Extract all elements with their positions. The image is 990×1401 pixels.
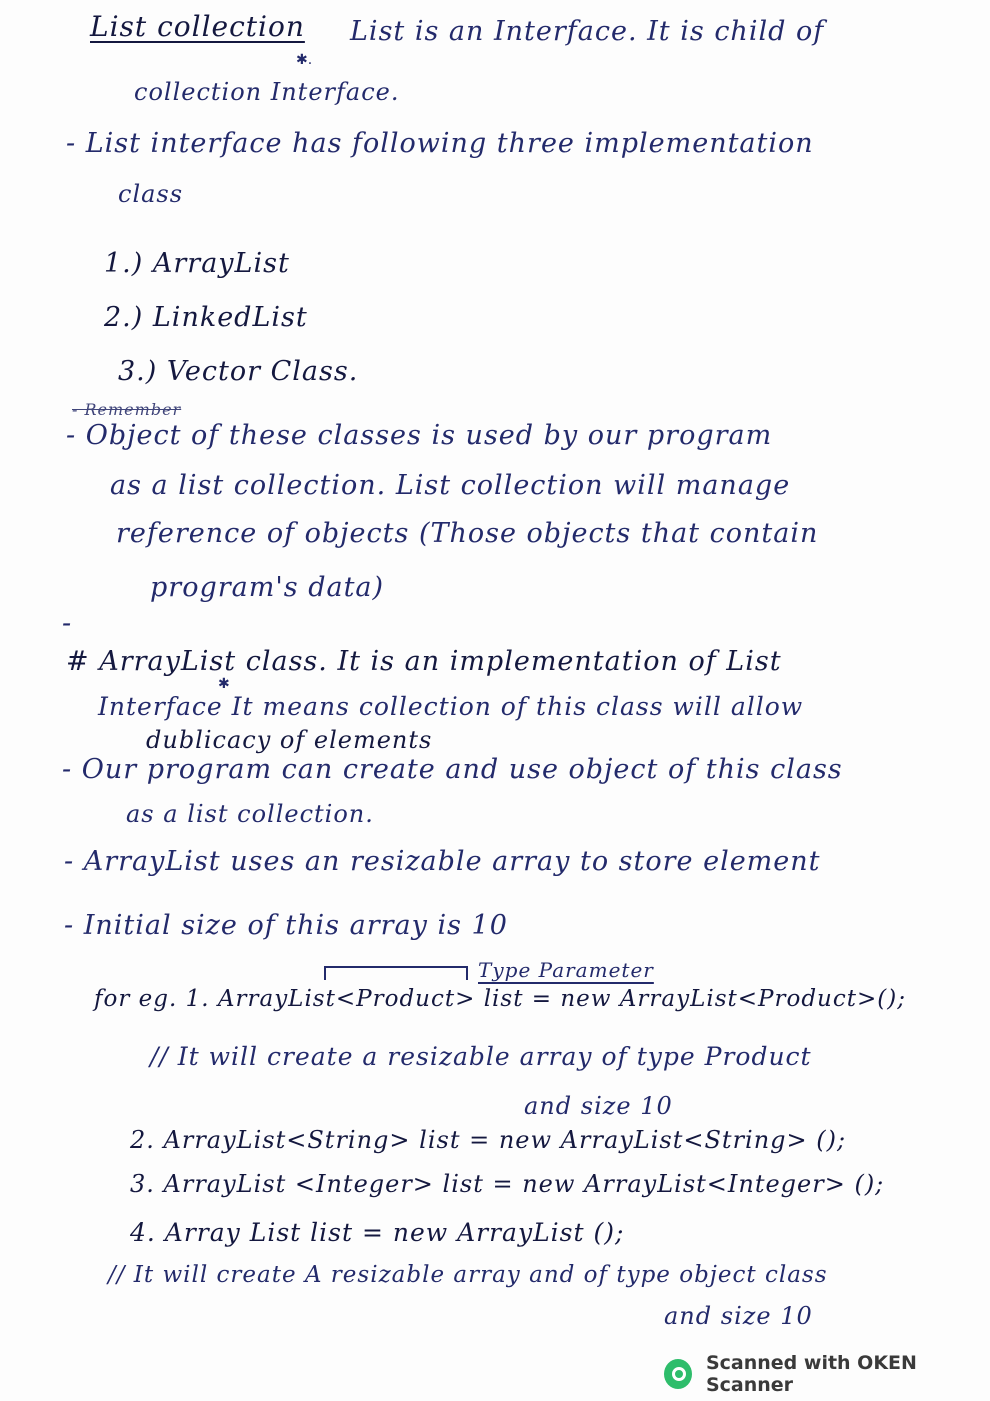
note-line: Interface It means collection of this class will allow (98, 692, 804, 721)
note-line: and size 10 (664, 1302, 813, 1330)
heading-arraylist-class: # ArrayList class. It is an implementation of List (66, 646, 782, 677)
list-item-arraylist: 1.) ArrayList (104, 248, 290, 279)
note-line: collection Interface. (134, 78, 400, 106)
scanner-watermark (664, 1352, 990, 1396)
type-parameter-bracket (324, 966, 468, 980)
scanner-watermark-text: Scanned with OKEN Scanner (705, 1352, 917, 1396)
note-line: program's data) (150, 572, 385, 603)
note-line: - Initial size of this array is 10 (64, 910, 508, 941)
note-line: dublicacy of elements (146, 726, 433, 754)
star-mark: ✱. (296, 52, 313, 68)
note-line: class (118, 180, 184, 208)
list-item-linkedlist: 2.) LinkedList (104, 302, 308, 333)
dash-mark: - (62, 608, 73, 639)
note-line: as a list collection. (126, 800, 374, 828)
note-line: - ArrayList uses an resizable array to store element (64, 846, 821, 877)
type-parameter-label: Type Parameter (478, 958, 654, 982)
heading-list-collection: List collection (90, 10, 305, 43)
note-line: // It will create A resizable array and of type object class (108, 1262, 828, 1288)
example-2: 2. ArrayList<String> list = new ArrayList<String> (); (130, 1126, 847, 1154)
note-line: List is an Interface. It is child of (350, 16, 825, 47)
example-3: 3. ArrayList <Integer> list = new ArrayList<Integer> (); (130, 1170, 885, 1198)
list-item-vector: 3.) Vector Class. (118, 356, 359, 387)
note-line: // It will create a resizable array of type Product (150, 1042, 812, 1071)
example-4: 4. Array List list = new ArrayList (); (130, 1218, 625, 1247)
struck-remember: - Remember (72, 400, 182, 419)
scanner-logo-icon (664, 1359, 692, 1389)
note-line: as a list collection. List collection will manage (110, 470, 791, 501)
note-line: and size 10 (524, 1092, 673, 1120)
star-mark: ✱ (218, 676, 230, 692)
note-line: - Object of these classes is used by our program (66, 420, 773, 451)
note-line: - Our program can create and use object of this class (62, 754, 843, 785)
note-line: - List interface has following three implementation (66, 128, 814, 159)
note-line: reference of objects (Those objects that contain (116, 518, 819, 549)
example-1: for eg. 1. ArrayList<Product> list = new ArrayList<Product>(); (94, 986, 906, 1012)
